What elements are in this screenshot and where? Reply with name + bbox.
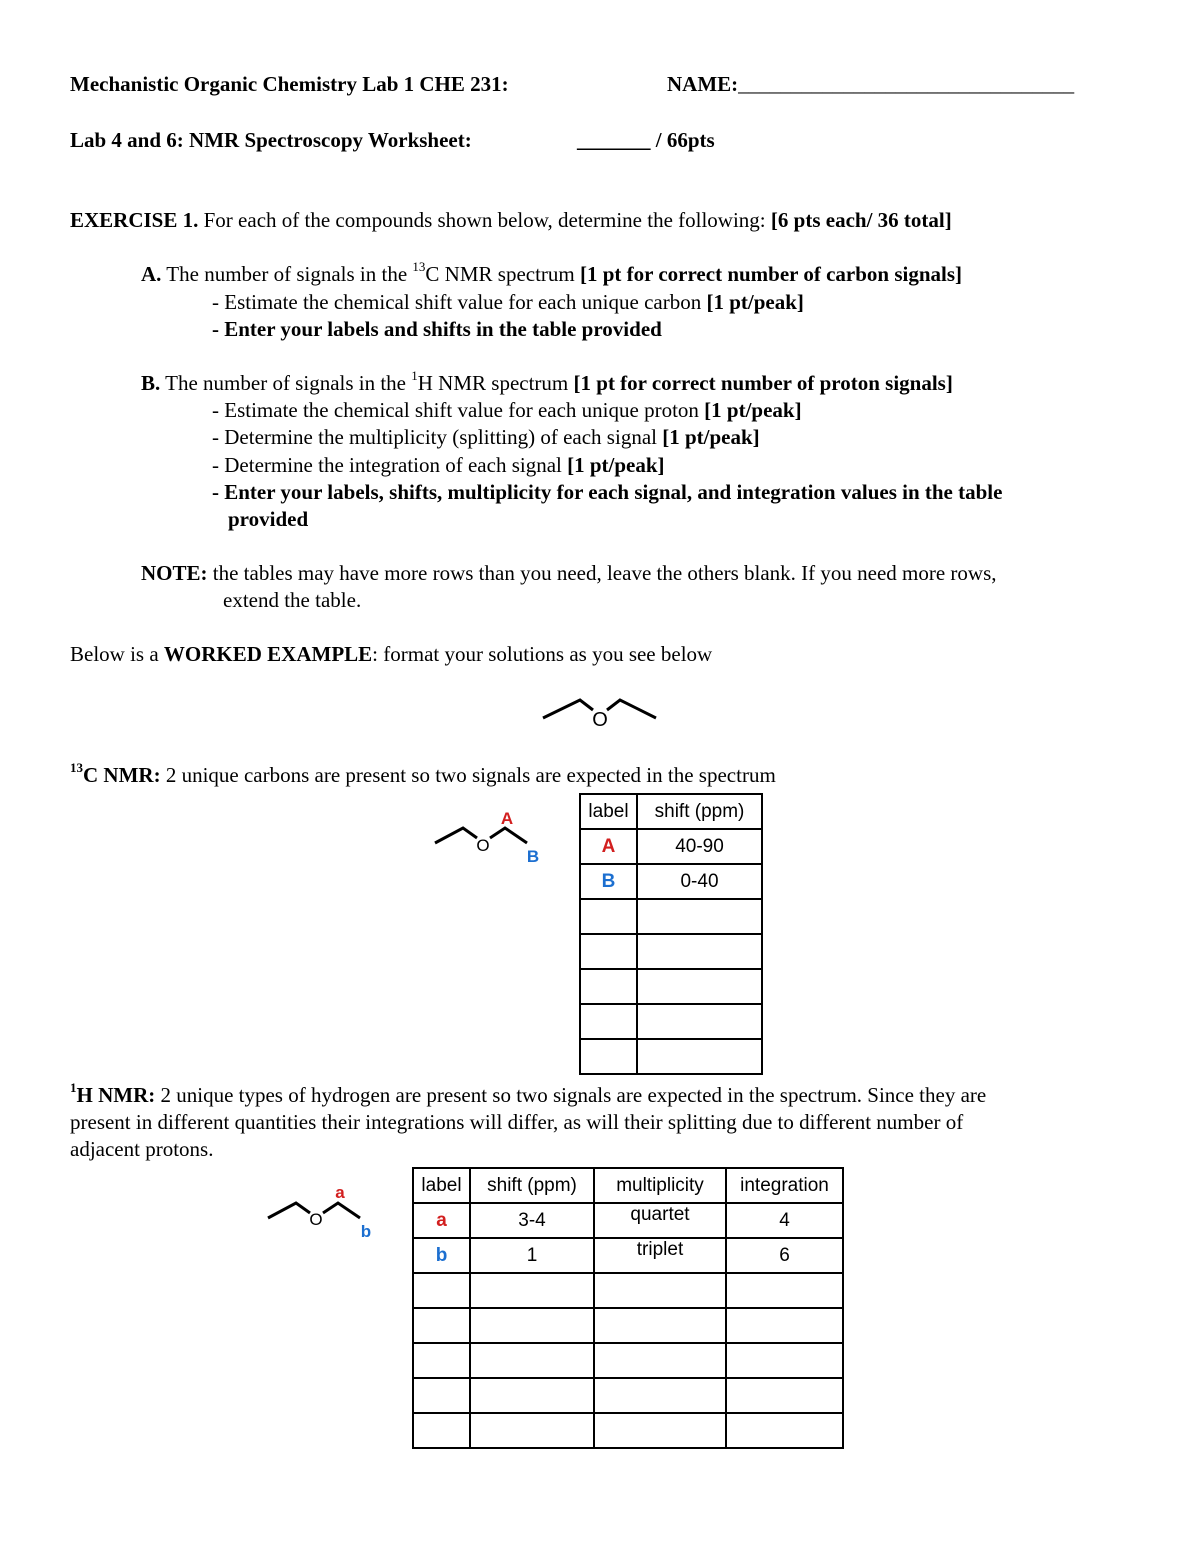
- table-row: [413, 1203, 843, 1238]
- h1-cell-shift[interactable]: [470, 1308, 594, 1343]
- part-a-item-1: - Estimate the chemical shift value for each unique carbon [1 pt/peak]: [212, 290, 804, 314]
- c13-header-label: label: [580, 794, 637, 829]
- c13-cell-label[interactable]: A: [580, 829, 637, 864]
- part-a-item-2: - Enter your labels and shifts in the table provided: [212, 317, 662, 341]
- h1-text-line-3: adjacent protons.: [70, 1137, 214, 1161]
- h1-header-multiplicity: multiplicity: [594, 1168, 726, 1203]
- svg-text:O: O: [309, 1210, 323, 1229]
- part-b-item-4: - Enter your labels, shifts, multiplicity for each signal, and integration values in the table: [212, 480, 1003, 504]
- h1-cell-shift[interactable]: 1: [470, 1238, 594, 1273]
- h1-header-label: label: [413, 1168, 470, 1203]
- h1-cell-label[interactable]: b: [413, 1238, 470, 1273]
- h1-cell-integration[interactable]: [726, 1273, 843, 1308]
- part-a-heading: A. The number of signals in the $^{13}$C NMR spectrum [1 pt for correct number of carbon signals]: [141, 259, 963, 286]
- h1-cell-integration[interactable]: 4: [726, 1203, 843, 1238]
- score-field[interactable]: _______ / 66pts: [577, 128, 715, 152]
- h1-cell-multiplicity[interactable]: [594, 1413, 726, 1448]
- c13-cell-label[interactable]: B: [580, 864, 637, 899]
- svg-text:A: A: [500, 809, 514, 828]
- h1-cell-multiplicity[interactable]: [594, 1378, 726, 1413]
- part-b-item-4-cont: provided: [228, 507, 309, 531]
- h1-cell-shift[interactable]: [470, 1413, 594, 1448]
- name-field[interactable]: NAME:________________________________: [667, 72, 1075, 96]
- part-b-item-1: - Estimate the chemical shift value for each unique proton [1 pt/peak]: [212, 398, 802, 422]
- h1-table: [412, 1167, 844, 1449]
- h1-cell-shift[interactable]: [470, 1378, 594, 1413]
- h1-cell-integration[interactable]: [726, 1378, 843, 1413]
- table-row: [413, 1343, 843, 1378]
- c13-heading: $^{13}$C NMR: 2 unique carbons are present so two signals are expected in the spectrum: [70, 760, 776, 787]
- h1-cell-integration[interactable]: [726, 1308, 843, 1343]
- course-title: Mechanistic Organic Chemistry Lab 1 CHE 231:: [70, 72, 509, 96]
- c13-header-shift: shift (ppm): [637, 794, 762, 829]
- h1-cell-integration[interactable]: [726, 1343, 843, 1378]
- h1-cell-label[interactable]: [413, 1308, 470, 1343]
- c13-cell-shift[interactable]: 0-40: [637, 864, 762, 899]
- h1-cell-integration[interactable]: 6: [726, 1238, 843, 1273]
- h1-header-shift: shift (ppm): [470, 1168, 594, 1203]
- h1-cell-multiplicity[interactable]: triplet: [594, 1238, 726, 1273]
- part-b-item-3: - Determine the integration of each signal [1 pt/peak]: [212, 453, 665, 477]
- part-b-item-2: - Determine the multiplicity (splitting) of each signal [1 pt/peak]: [212, 425, 760, 449]
- h1-header-integration: integration: [726, 1168, 843, 1203]
- h1-cell-multiplicity[interactable]: [594, 1273, 726, 1308]
- note-cont: extend the table.: [223, 588, 362, 612]
- svg-text:O: O: [592, 709, 608, 731]
- h1-cell-label[interactable]: [413, 1378, 470, 1413]
- part-b-heading: B. The number of signals in the $^1$H NMR spectrum [1 pt for correct number of proton signals]: [141, 368, 953, 395]
- h1-cell-multiplicity[interactable]: [594, 1343, 726, 1378]
- worksheet-title: Lab 4 and 6: NMR Spectroscopy Worksheet:: [70, 128, 472, 152]
- h1-cell-integration[interactable]: [726, 1413, 843, 1448]
- c13-cell-shift[interactable]: 40-90: [637, 829, 762, 864]
- note: NOTE: the tables may have more rows than you need, leave the others blank. If you need more rows,: [141, 561, 997, 585]
- h1-cell-shift[interactable]: [470, 1343, 594, 1378]
- h1-cell-label[interactable]: [413, 1273, 470, 1308]
- table-row: [413, 1378, 843, 1413]
- table-row: [413, 1238, 843, 1273]
- svg-text:O: O: [476, 836, 490, 855]
- table-row: [413, 1413, 843, 1448]
- svg-text:b: b: [360, 1222, 372, 1241]
- h1-cell-label[interactable]: [413, 1343, 470, 1378]
- h1-heading: $^1$H NMR: 2 unique types of hydrogen are present so two signals are expected in the spectrum. Since they are: [70, 1080, 987, 1107]
- table-row: [413, 1308, 843, 1343]
- svg-text:a: a: [335, 1183, 345, 1202]
- h1-cell-label[interactable]: [413, 1413, 470, 1448]
- h1-cell-multiplicity[interactable]: quartet: [594, 1203, 726, 1238]
- worked-example-intro: Below is a WORKED EXAMPLE: format your solutions as you see below: [70, 642, 713, 666]
- table-row: [413, 1273, 843, 1308]
- h1-cell-shift[interactable]: [470, 1273, 594, 1308]
- h1-cell-shift[interactable]: 3-4: [470, 1203, 594, 1238]
- h1-text-line-2: present in different quantities their integrations will differ, as will their splitting due to different number of: [70, 1110, 964, 1134]
- svg-text:B: B: [526, 847, 540, 866]
- h1-cell-label[interactable]: a: [413, 1203, 470, 1238]
- h1-cell-multiplicity[interactable]: [594, 1308, 726, 1343]
- exercise-instructions: EXERCISE 1. For each of the compounds shown below, determine the following: [6 pts each/ 36 total]: [70, 208, 952, 232]
